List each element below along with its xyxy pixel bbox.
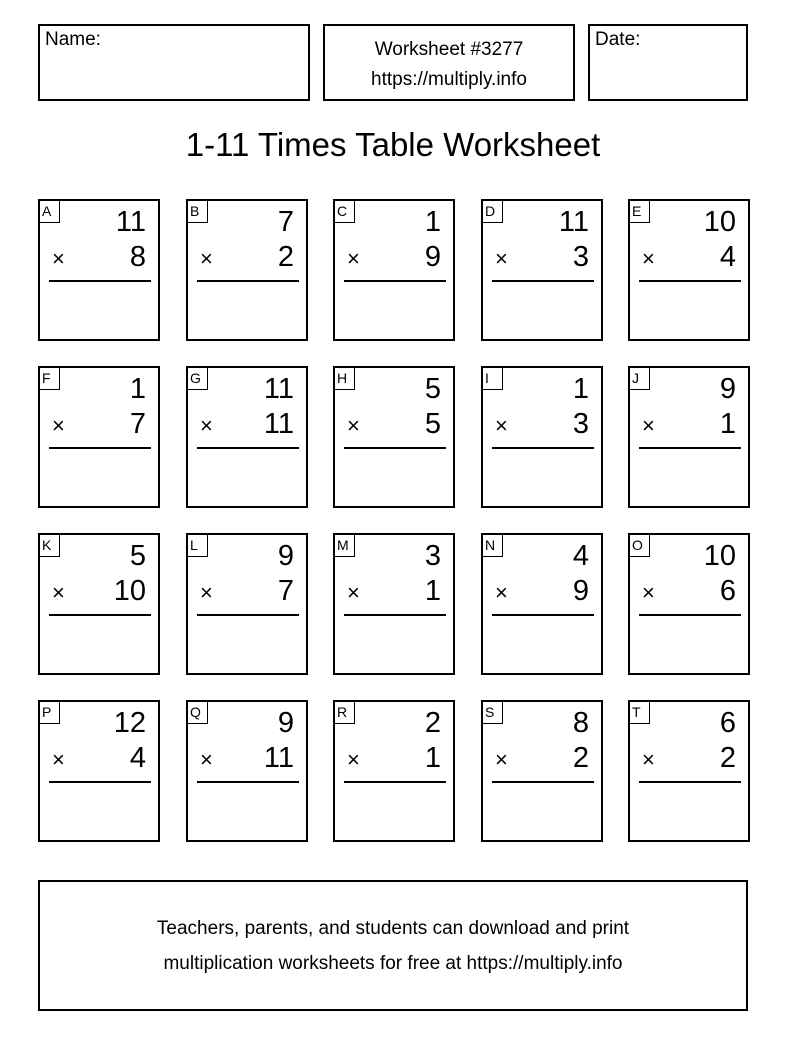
problem-card[interactable]	[333, 199, 455, 341]
problem-card[interactable]	[186, 700, 308, 842]
multiply-sign: ×	[200, 246, 213, 271]
problem-grid	[38, 199, 750, 844]
problem-label: I	[483, 368, 503, 390]
multiplicand: 5	[424, 373, 441, 405]
problem-card[interactable]	[38, 366, 160, 508]
multiply-sign: ×	[347, 580, 360, 605]
problem-label: H	[335, 368, 355, 390]
multiplicand: 1	[572, 373, 589, 405]
answer-line	[197, 280, 299, 282]
date-label: Date:	[595, 29, 641, 50]
answer-line	[492, 447, 594, 449]
worksheet-url[interactable]: https://multiply.info	[371, 69, 527, 90]
multiplicand: 9	[719, 373, 736, 405]
answer-line	[639, 614, 741, 616]
multiplier: 8	[129, 241, 146, 273]
multiply-sign: ×	[495, 246, 508, 271]
answer-line	[492, 781, 594, 783]
problem-label: C	[335, 201, 355, 223]
answer-line	[344, 447, 446, 449]
footer-line-1: Teachers, parents, and students can download and print	[156, 918, 630, 939]
worksheet-info-box	[323, 24, 575, 101]
problem-card[interactable]	[628, 700, 750, 842]
multiply-sign: ×	[495, 747, 508, 772]
answer-line	[197, 781, 299, 783]
multiplier: 11	[263, 408, 294, 440]
multiplier: 6	[719, 575, 736, 607]
multiplicand: 11	[558, 206, 589, 238]
answer-line	[344, 614, 446, 616]
multiplier: 2	[277, 241, 294, 273]
problem-card[interactable]	[481, 700, 603, 842]
problem-card[interactable]	[186, 366, 308, 508]
answer-line	[49, 280, 151, 282]
answer-line	[639, 447, 741, 449]
problem-label: R	[335, 702, 355, 724]
answer-line	[639, 781, 741, 783]
problem-label: O	[630, 535, 650, 557]
multiplicand: 10	[703, 206, 736, 238]
multiply-sign: ×	[347, 747, 360, 772]
problem-label: K	[40, 535, 60, 557]
multiplicand: 3	[424, 540, 441, 572]
multiplicand: 1	[424, 206, 441, 238]
problem-card[interactable]	[333, 533, 455, 675]
multiplier: 9	[424, 241, 441, 273]
problem-label: G	[188, 368, 208, 390]
problem-card[interactable]	[38, 533, 160, 675]
multiplier: 9	[572, 575, 589, 607]
problem-card[interactable]	[333, 700, 455, 842]
problem-card[interactable]	[186, 533, 308, 675]
multiply-sign: ×	[52, 413, 65, 438]
multiply-sign: ×	[495, 413, 508, 438]
problem-label: T	[630, 702, 650, 724]
page-title: 1-11 Times Table Worksheet	[185, 126, 601, 163]
answer-line	[197, 614, 299, 616]
answer-line	[492, 614, 594, 616]
multiplicand: 8	[572, 707, 589, 739]
answer-line	[49, 447, 151, 449]
problem-card[interactable]	[481, 199, 603, 341]
multiplicand: 11	[115, 206, 146, 238]
problem-label: E	[630, 201, 650, 223]
multiplicand: 9	[277, 540, 294, 572]
multiplicand: 2	[424, 707, 441, 739]
multiplicand: 12	[113, 707, 146, 739]
multiply-sign: ×	[52, 246, 65, 271]
name-label: Name:	[45, 29, 101, 50]
footer-line-2: multiplication worksheets for free at https://multiply.info	[163, 953, 623, 974]
problem-card[interactable]	[481, 366, 603, 508]
problem-label: P	[40, 702, 60, 724]
problem-card[interactable]	[38, 700, 160, 842]
problem-label: D	[483, 201, 503, 223]
multiplicand: 1	[129, 373, 146, 405]
problem-card[interactable]	[481, 533, 603, 675]
name-field[interactable]	[38, 24, 310, 101]
multiply-sign: ×	[52, 747, 65, 772]
answer-line	[49, 614, 151, 616]
problem-label: L	[188, 535, 208, 557]
answer-line	[344, 280, 446, 282]
multiplicand: 11	[263, 373, 294, 405]
problem-label: F	[40, 368, 60, 390]
date-field[interactable]	[588, 24, 748, 101]
multiplier: 5	[424, 408, 441, 440]
multiplicand: 5	[129, 540, 146, 572]
multiply-sign: ×	[347, 246, 360, 271]
problem-card[interactable]	[186, 199, 308, 341]
problem-card[interactable]	[628, 533, 750, 675]
multiplier: 7	[277, 575, 294, 607]
multiplier: 2	[719, 742, 736, 774]
multiplicand: 10	[703, 540, 736, 572]
problem-card[interactable]	[628, 199, 750, 341]
multiplier: 1	[424, 742, 441, 774]
multiplicand: 9	[277, 707, 294, 739]
multiply-sign: ×	[642, 580, 655, 605]
multiplicand: 7	[277, 206, 294, 238]
worksheet-number: Worksheet #3277	[374, 39, 524, 60]
multiplier: 1	[719, 408, 736, 440]
problem-label: M	[335, 535, 355, 557]
answer-line	[49, 781, 151, 783]
multiply-sign: ×	[642, 413, 655, 438]
answer-line	[344, 781, 446, 783]
multiplier: 4	[129, 742, 146, 774]
multiplier: 3	[572, 408, 589, 440]
multiplicand: 4	[572, 540, 589, 572]
multiplier: 1	[424, 575, 441, 607]
problem-label: N	[483, 535, 503, 557]
multiplier: 11	[263, 742, 294, 774]
problem-card[interactable]	[628, 366, 750, 508]
multiply-sign: ×	[347, 413, 360, 438]
multiply-sign: ×	[642, 246, 655, 271]
multiplier: 2	[572, 742, 589, 774]
multiply-sign: ×	[200, 580, 213, 605]
answer-line	[197, 447, 299, 449]
multiply-sign: ×	[200, 747, 213, 772]
multiply-sign: ×	[495, 580, 508, 605]
multiplier: 10	[113, 575, 146, 607]
problem-card[interactable]	[38, 199, 160, 341]
answer-line	[492, 280, 594, 282]
multiply-sign: ×	[642, 747, 655, 772]
multiply-sign: ×	[52, 580, 65, 605]
problem-label: Q	[188, 702, 208, 724]
multiply-sign: ×	[200, 413, 213, 438]
multiplier: 7	[129, 408, 146, 440]
answer-line	[639, 280, 741, 282]
problem-label: A	[40, 201, 60, 223]
multiplier: 3	[572, 241, 589, 273]
problem-card[interactable]	[333, 366, 455, 508]
multiplicand: 6	[719, 707, 736, 739]
problem-label: S	[483, 702, 503, 724]
multiplier: 4	[719, 241, 736, 273]
problem-label: J	[630, 368, 650, 390]
footer-note	[38, 880, 748, 1011]
problem-label: B	[188, 201, 208, 223]
